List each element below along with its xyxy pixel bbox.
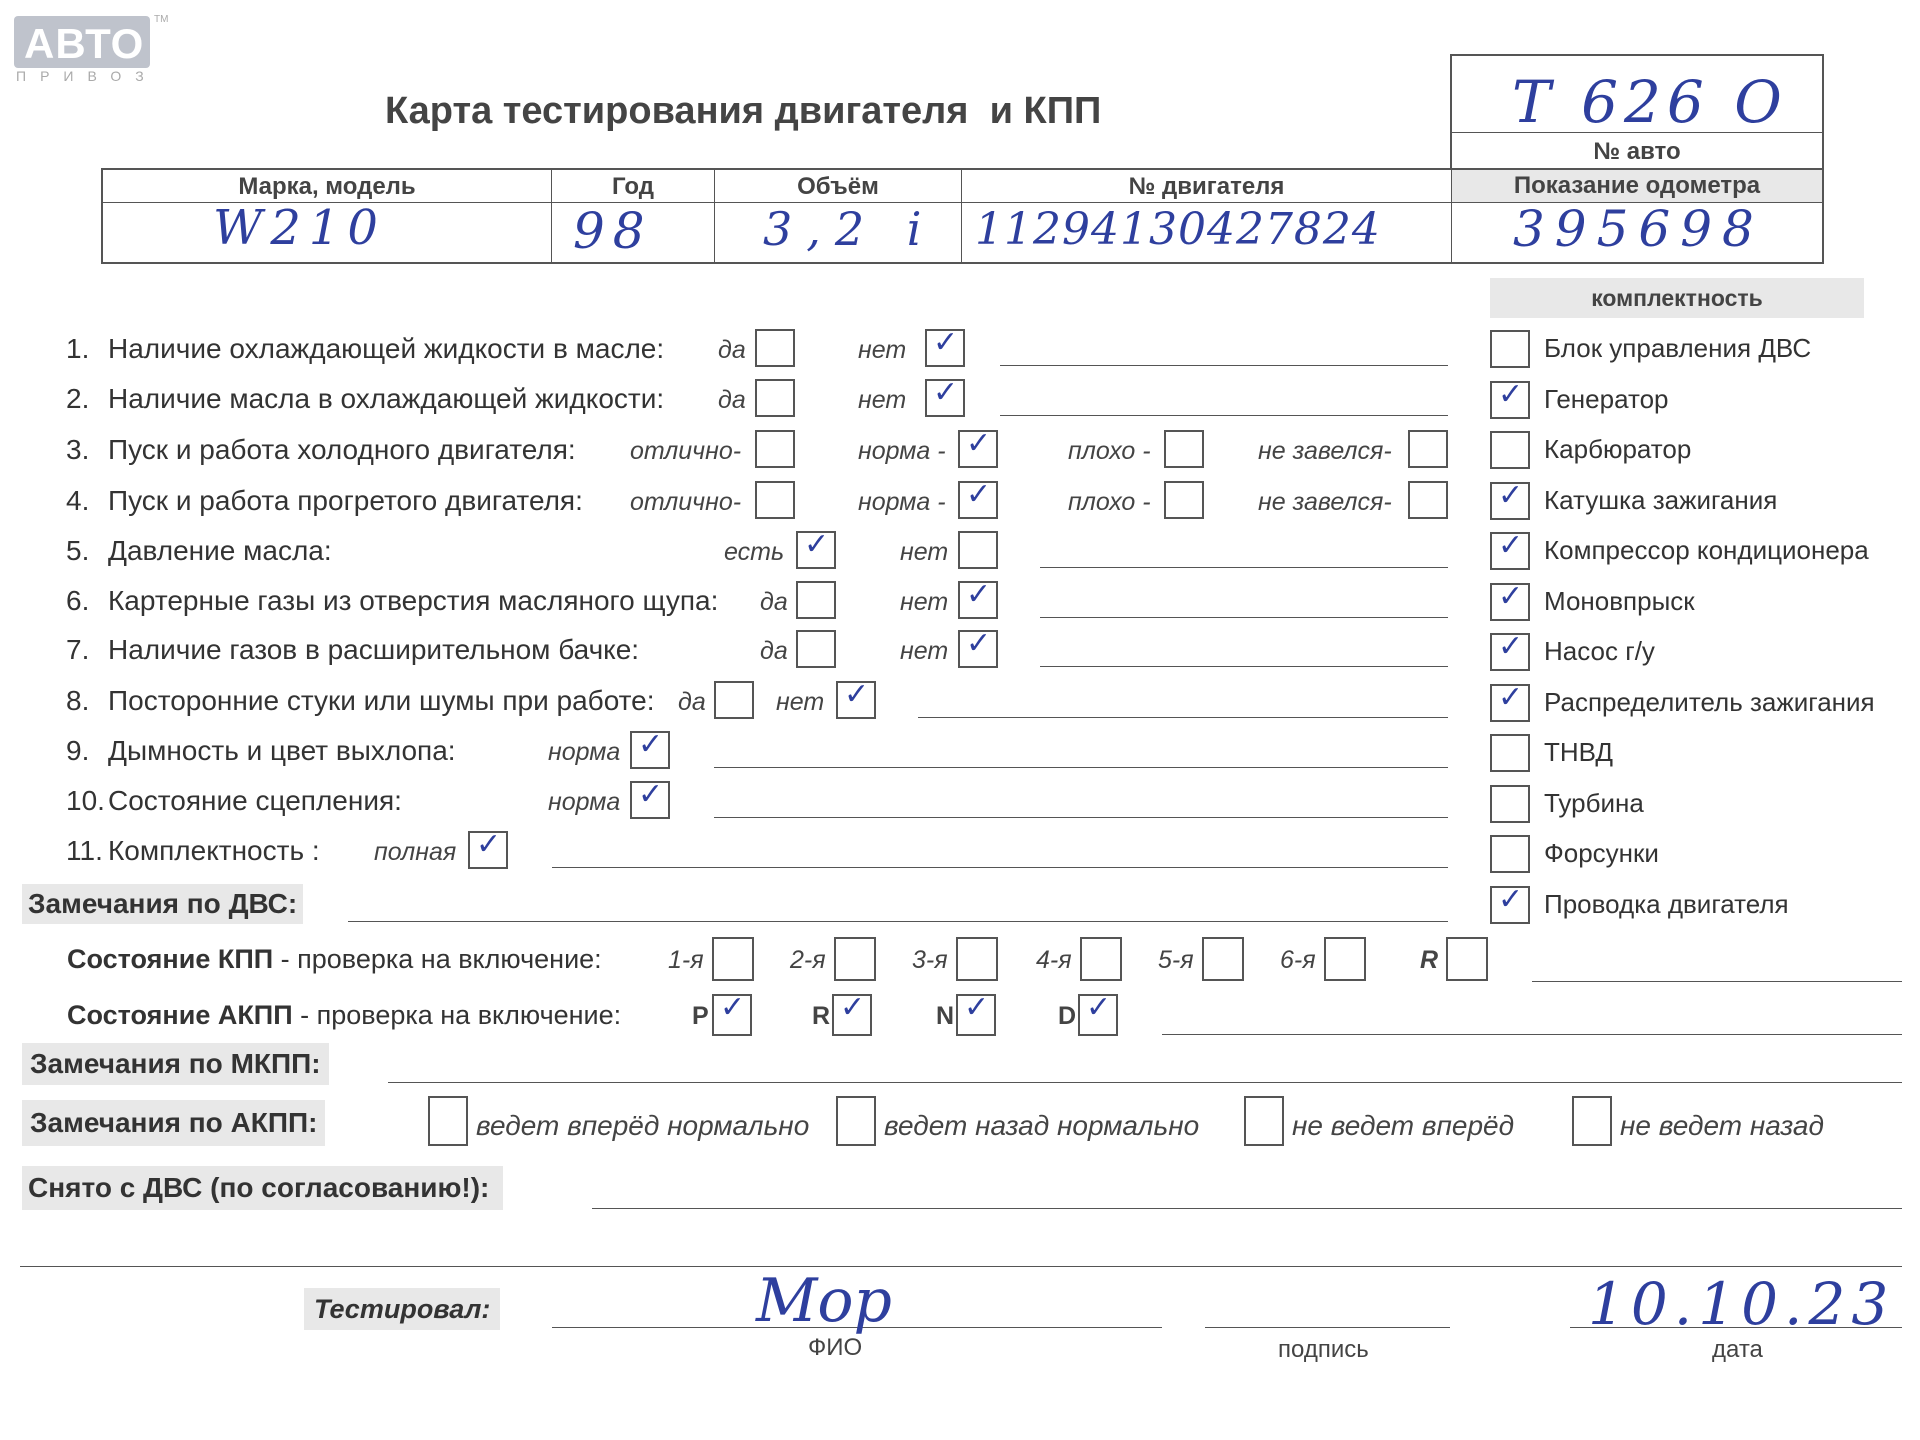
auto-option-checkbox[interactable]: [836, 1096, 876, 1146]
car-number-box: [1450, 54, 1824, 170]
kit-item-label: Насос г/у: [1544, 636, 1655, 666]
gear-label: 3-я: [912, 946, 948, 974]
car-number-divider: [1452, 132, 1822, 133]
check-label: Пуск и работа холодного двигателя:: [108, 434, 576, 465]
col-engine-header: № двигателя: [1128, 173, 1285, 200]
kit-item-label: Распределитель зажигания: [1544, 686, 1875, 717]
gear-label: 2-я: [790, 946, 826, 974]
auto-mode-label: D: [1058, 1002, 1077, 1030]
answer-line: [1000, 365, 1448, 366]
gear-checkbox[interactable]: [834, 937, 876, 981]
manual-gearbox-line: [1532, 981, 1902, 982]
auto-mode-checkbox[interactable]: [956, 994, 996, 1036]
vehicle-table-header-row: [103, 170, 1822, 203]
check-option-label: норма -: [858, 488, 946, 516]
kit-item-label: Катушка зажигания: [1544, 484, 1778, 515]
logo-text: АВТО: [24, 20, 145, 67]
vline-2: [714, 170, 715, 262]
gear-label: R: [1420, 946, 1439, 974]
logo-tm: TM: [154, 14, 169, 25]
checkbox[interactable]: [958, 531, 998, 569]
checkbox[interactable]: [468, 831, 508, 869]
checkbox[interactable]: [796, 630, 836, 668]
blank-line: [20, 1266, 1902, 1267]
check-number: 8.: [66, 685, 90, 716]
check-row: [66, 333, 664, 365]
volume-value: 3,2 i: [763, 202, 936, 256]
kit-checkbox[interactable]: [1490, 381, 1530, 419]
kit-item-label: Генератор: [1544, 383, 1669, 414]
check-option-label: да: [760, 588, 788, 616]
auto-option-label: не ведет вперёд: [1292, 1110, 1515, 1141]
answer-line: [1040, 567, 1448, 568]
check-option-label: отлично-: [630, 488, 742, 516]
gear-checkbox[interactable]: [1446, 937, 1488, 981]
gear-checkbox[interactable]: [1202, 937, 1244, 981]
answer-line: [552, 867, 1448, 868]
auto-mode-checkbox[interactable]: [1078, 994, 1118, 1036]
remarks-manual-line: [388, 1082, 1902, 1083]
check-option-label: норма -: [858, 437, 946, 465]
auto-gearbox-label-rest: - проверка на включение:: [292, 1000, 622, 1030]
manual-gearbox-label-bold: Состояние КПП: [67, 944, 274, 974]
checkbox[interactable]: [796, 531, 836, 569]
check-option-label: нет: [900, 538, 949, 566]
checkbox[interactable]: [755, 481, 795, 519]
check-row: [66, 634, 639, 666]
manual-gearbox-label-rest: - проверка на включение:: [273, 944, 602, 974]
checkbox[interactable]: [630, 731, 670, 769]
page-title: Карта тестирования двигателя и КПП: [385, 90, 1102, 132]
check-row: [66, 835, 320, 867]
kit-item-label: Моновпрыск: [1544, 585, 1695, 616]
kit-checkbox[interactable]: [1490, 633, 1530, 671]
remarks-auto-label: Замечания по АКПП:: [22, 1100, 325, 1146]
check-label: Наличие охлаждающей жидкости в масле:: [108, 333, 665, 364]
check-option-label: не завелся-: [1258, 488, 1392, 516]
check-option-label: есть: [724, 538, 785, 566]
checkbox[interactable]: [925, 379, 965, 417]
check-option-label: плохо -: [1068, 488, 1151, 516]
check-number: 11.: [66, 835, 103, 866]
check-row: [66, 485, 583, 517]
check-option-label: да: [718, 336, 746, 364]
tested-by-label: Тестировал:: [304, 1288, 500, 1330]
check-number: 6.: [66, 585, 90, 616]
check-option-label: норма: [548, 788, 621, 816]
logo-subtext: ПРИВОЗ: [16, 68, 158, 84]
gear-label: 6-я: [1280, 946, 1316, 974]
date-value: 10.10.23: [1588, 1270, 1895, 1338]
checkbox[interactable]: [925, 329, 965, 367]
check-row: [66, 434, 576, 466]
auto-option-label: ведет вперёд нормально: [476, 1110, 810, 1141]
vehicle-table: [101, 168, 1824, 264]
auto-option-checkbox[interactable]: [1572, 1096, 1612, 1146]
auto-mode-checkbox[interactable]: [712, 994, 752, 1036]
kit-checkbox[interactable]: [1490, 835, 1530, 873]
car-number-value: Т 626 О: [1512, 68, 1788, 136]
checkbox[interactable]: [958, 630, 998, 668]
auto-option-label: ведет назад нормально: [884, 1110, 1200, 1141]
check-number: 5.: [66, 535, 90, 566]
gear-label: 1-я: [668, 946, 704, 974]
check-row: [66, 383, 664, 415]
checkbox[interactable]: [958, 581, 998, 619]
vline-4: [1451, 170, 1452, 262]
check-label: Картерные газы из отверстия масляного щупа:: [108, 585, 719, 616]
kit-checkbox[interactable]: [1490, 431, 1530, 469]
check-option-label: полная: [374, 838, 457, 866]
manual-gearbox-label: [67, 944, 602, 975]
checkbox[interactable]: [1408, 481, 1448, 519]
check-label: Посторонние стуки или шумы при работе:: [108, 685, 655, 716]
answer-line: [918, 717, 1448, 718]
removed-line: [592, 1208, 1902, 1209]
kit-checkbox[interactable]: [1490, 532, 1530, 570]
checkbox[interactable]: [958, 430, 998, 468]
kit-item-label: Проводка двигателя: [1544, 888, 1789, 919]
check-label: Пуск и работа прогретого двигателя:: [108, 485, 583, 516]
check-number: 4.: [66, 485, 90, 516]
kit-checkbox[interactable]: [1490, 330, 1530, 368]
check-number: 9.: [66, 735, 90, 766]
checkbox[interactable]: [755, 329, 795, 367]
kit-checkbox[interactable]: [1490, 482, 1530, 520]
answer-line: [714, 767, 1448, 768]
kit-checkbox[interactable]: [1490, 734, 1530, 772]
model-value: W210: [213, 200, 386, 256]
answer-line: [1040, 617, 1448, 618]
col-volume-header: Объём: [797, 173, 879, 200]
check-option-label: нет: [858, 386, 907, 414]
check-label: Наличие масла в охлаждающей жидкости:: [108, 383, 665, 414]
check-option-label: норма: [548, 738, 621, 766]
check-option-label: не завелся-: [1258, 437, 1392, 465]
checkbox[interactable]: [796, 581, 836, 619]
check-number: 10.: [66, 785, 105, 816]
odometer-value: 395698: [1513, 200, 1764, 258]
check-label: Состояние сцепления:: [108, 785, 402, 816]
check-option-label: нет: [776, 688, 825, 716]
check-row: [66, 585, 718, 617]
kit-item-label: ТНВД: [1544, 737, 1614, 767]
check-row: [66, 735, 456, 767]
check-label: Комплектность :: [108, 835, 320, 866]
check-number: 7.: [66, 634, 90, 665]
sign-caption: подпись: [1278, 1336, 1369, 1363]
remarks-engine-line: [348, 921, 1448, 922]
auto-gearbox-line: [1162, 1034, 1902, 1035]
kit-item-label: Компрессор кондиционера: [1544, 535, 1869, 565]
check-option-label: плохо -: [1068, 437, 1151, 465]
auto-mode-checkbox[interactable]: [832, 994, 872, 1036]
check-option-label: да: [760, 637, 788, 665]
vline-1: [551, 170, 552, 262]
kit-item-label: Турбина: [1544, 787, 1644, 818]
check-option-label: да: [678, 688, 706, 716]
auto-mode-label: P: [692, 1002, 709, 1030]
engine-number-value: 11294130427824: [975, 204, 1381, 255]
answer-line: [1040, 666, 1448, 667]
answer-line: [714, 817, 1448, 818]
check-option-label: нет: [900, 588, 949, 616]
vline-3: [961, 170, 962, 262]
fio-caption: ФИО: [808, 1334, 863, 1361]
check-number: 2.: [66, 383, 90, 414]
check-option-label: нет: [858, 336, 907, 364]
auto-option-label: не ведет назад: [1620, 1110, 1824, 1141]
col-model-header: Марка, модель: [238, 173, 416, 200]
checkbox[interactable]: [755, 430, 795, 468]
checkbox[interactable]: [630, 781, 670, 819]
date-caption: дата: [1712, 1336, 1763, 1363]
gear-label: 4-я: [1036, 946, 1072, 974]
gear-label: 5-я: [1158, 946, 1194, 974]
check-row: [66, 535, 332, 567]
checkbox[interactable]: [958, 481, 998, 519]
auto-option-checkbox[interactable]: [1244, 1096, 1284, 1146]
sign-line: [1205, 1327, 1450, 1328]
answer-line: [1000, 415, 1448, 416]
auto-mode-label: N: [936, 1002, 955, 1030]
checkbox[interactable]: [836, 681, 876, 719]
check-number: 3.: [66, 434, 90, 465]
car-number-label: № авто: [1593, 138, 1681, 165]
auto-option-checkbox[interactable]: [428, 1096, 468, 1146]
check-row: [66, 785, 402, 817]
kit-checkbox[interactable]: [1490, 785, 1530, 823]
auto-mode-label: R: [812, 1002, 831, 1030]
check-option-label: отлично-: [630, 437, 742, 465]
year-value: 98: [573, 202, 653, 260]
checkbox[interactable]: [1408, 430, 1448, 468]
remarks-manual-label: Замечания по МКПП:: [22, 1043, 329, 1085]
check-option-label: да: [718, 386, 746, 414]
logo: [14, 14, 169, 68]
kit-checkbox[interactable]: [1490, 583, 1530, 621]
gear-checkbox[interactable]: [1080, 937, 1122, 981]
check-label: Наличие газов в расширительном бачке:: [108, 634, 640, 665]
auto-gearbox-label: [67, 1000, 621, 1031]
col-year-header: Год: [612, 173, 654, 200]
auto-gearbox-label-bold: Состояние АКПП: [67, 1000, 293, 1030]
kit-checkbox[interactable]: [1490, 684, 1530, 722]
checkbox[interactable]: [714, 681, 754, 719]
kit-item-label: Блок управления ДВС: [1544, 333, 1812, 363]
check-row: [66, 685, 655, 717]
kit-checkbox[interactable]: [1490, 886, 1530, 924]
checkbox[interactable]: [1164, 430, 1204, 468]
remarks-engine-label: Замечания по ДВС:: [22, 884, 303, 924]
kit-header: комплектность: [1490, 278, 1864, 318]
check-label: Дымность и цвет выхлопа:: [108, 735, 456, 766]
check-option-label: нет: [900, 637, 949, 665]
check-number: 1.: [66, 333, 90, 364]
col-odometer-header: Показание одометра: [1452, 170, 1822, 202]
check-label: Давление масла:: [108, 535, 332, 566]
checkbox[interactable]: [1164, 481, 1204, 519]
gear-checkbox[interactable]: [712, 937, 754, 981]
kit-item-label: Карбюратор: [1544, 434, 1692, 464]
signature-name: Мор: [756, 1266, 892, 1336]
gear-checkbox[interactable]: [956, 937, 998, 981]
removed-label: Снято с ДВС (по согласованию!):: [22, 1166, 503, 1210]
checkbox[interactable]: [755, 379, 795, 417]
kit-item-label: Форсунки: [1544, 838, 1659, 868]
gear-checkbox[interactable]: [1324, 937, 1366, 981]
